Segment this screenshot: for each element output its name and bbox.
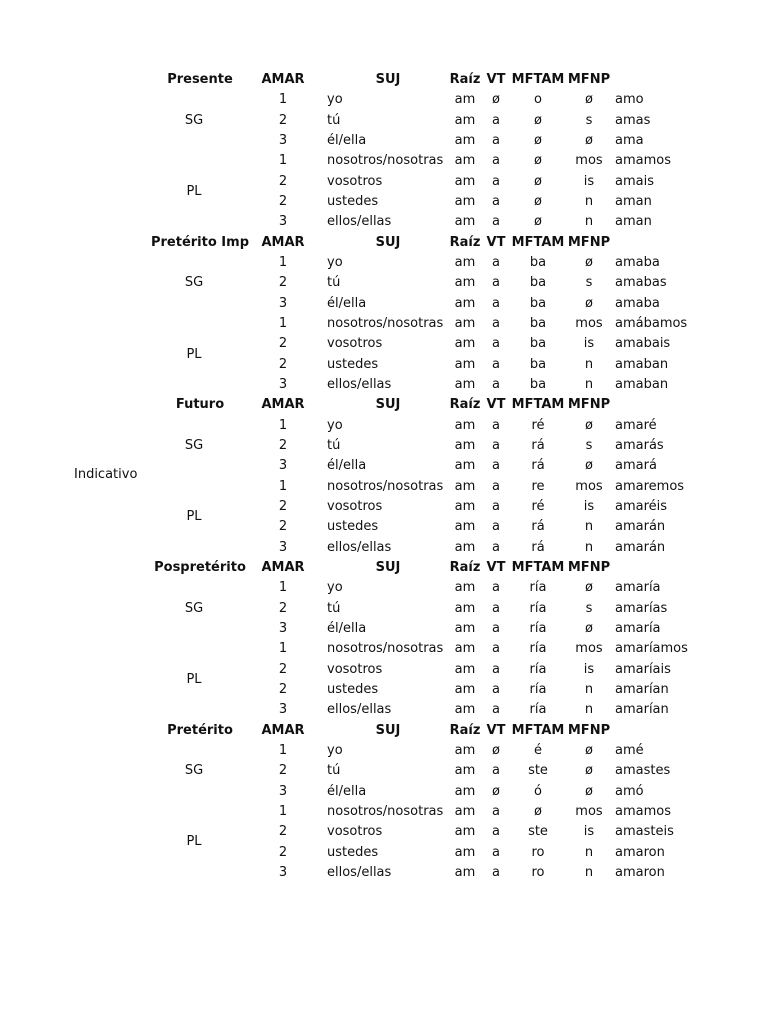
row-vt: a xyxy=(492,275,500,291)
number-label-pl: PL xyxy=(186,671,202,687)
row-form: amabais xyxy=(615,336,671,352)
row-person: 1 xyxy=(278,417,288,433)
row-subject: yo xyxy=(327,92,343,108)
row-person: 3 xyxy=(278,376,288,392)
number-label-pl: PL xyxy=(186,834,202,850)
number-label-sg: SG xyxy=(184,600,204,616)
row-mftam: ø xyxy=(534,214,542,230)
row-form: amais xyxy=(615,173,654,189)
row-form: amaban xyxy=(615,356,669,372)
row-subject: él/ella xyxy=(327,295,367,311)
row-root: am xyxy=(454,133,476,148)
row-mftam: rá xyxy=(531,458,545,474)
row-mftam: ba xyxy=(529,316,547,331)
header-mftam: MFTAM xyxy=(511,234,565,250)
row-subject: nosotros/nosotras xyxy=(327,316,444,331)
row-form: amaba xyxy=(615,255,660,270)
row-mftam: ø xyxy=(534,133,542,148)
tense-title: Pretérito xyxy=(167,722,233,738)
row-mftam: ø xyxy=(534,173,542,189)
row-mfnp: n xyxy=(584,519,594,535)
header-vt: VT xyxy=(486,72,506,87)
row-root: am xyxy=(454,112,476,128)
row-root: am xyxy=(454,194,476,209)
row-mftam: ro xyxy=(531,844,545,860)
row-mftam: é xyxy=(534,742,542,758)
header-mfnp: MFNP xyxy=(567,722,611,738)
row-mftam: ro xyxy=(531,864,545,880)
header-mfnp: MFNP xyxy=(567,234,611,250)
row-person: 2 xyxy=(278,336,288,352)
row-root: am xyxy=(454,214,476,230)
header-vt: VT xyxy=(486,559,506,575)
row-root: am xyxy=(454,498,476,514)
row-mfnp: ø xyxy=(585,580,593,596)
row-person: 1 xyxy=(278,742,288,758)
row-root: am xyxy=(454,92,476,108)
row-mfnp: mos xyxy=(575,316,603,331)
mood-label: Indicativo xyxy=(74,467,138,482)
row-root: am xyxy=(454,295,476,311)
row-mfnp: n xyxy=(584,539,594,555)
header-subject: SUJ xyxy=(375,559,401,575)
header-mfnp: MFNP xyxy=(567,397,611,413)
row-mftam: rá xyxy=(531,539,545,555)
row-form: amaban xyxy=(615,376,669,392)
row-mfnp: n xyxy=(584,194,594,209)
header-mfnp: MFNP xyxy=(567,72,611,87)
row-person: 2 xyxy=(278,661,288,677)
row-vt: a xyxy=(492,295,500,311)
header-subject: SUJ xyxy=(375,722,401,738)
row-person: 2 xyxy=(278,824,288,840)
row-mfnp: ø xyxy=(585,458,593,474)
row-subject: yo xyxy=(327,417,343,433)
row-mfnp: n xyxy=(584,844,594,860)
number-label-pl: PL xyxy=(186,509,202,525)
row-mftam: ría xyxy=(529,600,547,616)
row-mfnp: is xyxy=(583,173,595,189)
row-vt: a xyxy=(492,316,500,331)
row-form: amaréis xyxy=(615,498,668,514)
row-subject: tú xyxy=(327,600,341,616)
row-form: amasteis xyxy=(615,824,674,840)
row-root: am xyxy=(454,316,476,331)
row-person: 3 xyxy=(278,458,288,474)
header-subject: SUJ xyxy=(375,234,401,250)
row-form: amabas xyxy=(615,275,667,291)
row-root: am xyxy=(454,336,476,352)
row-person: 3 xyxy=(278,133,288,148)
row-mfnp: ø xyxy=(585,417,593,433)
row-person: 2 xyxy=(278,275,288,291)
number-label-sg: SG xyxy=(184,275,204,291)
row-root: am xyxy=(454,437,476,453)
row-person: 1 xyxy=(278,803,288,819)
row-mftam: ré xyxy=(531,417,545,433)
row-mftam: ste xyxy=(528,824,548,840)
row-subject: ellos/ellas xyxy=(327,864,392,880)
row-vt: a xyxy=(492,133,500,148)
row-mftam: rá xyxy=(531,437,545,453)
row-root: am xyxy=(454,641,476,657)
row-subject: tú xyxy=(327,437,341,453)
row-mfnp: n xyxy=(584,681,594,697)
row-form: amastes xyxy=(615,763,671,779)
row-root: am xyxy=(454,681,476,697)
row-person: 2 xyxy=(278,519,288,535)
row-vt: a xyxy=(492,112,500,128)
row-form: amaron xyxy=(615,844,665,860)
row-root: am xyxy=(454,458,476,474)
row-vt: a xyxy=(492,600,500,616)
row-mftam: ría xyxy=(529,681,547,697)
row-vt: ø xyxy=(492,783,500,799)
row-mfnp: n xyxy=(584,376,594,392)
row-root: am xyxy=(454,153,476,169)
row-subject: ellos/ellas xyxy=(327,539,392,555)
row-vt: a xyxy=(492,864,500,880)
row-subject: ellos/ellas xyxy=(327,702,392,718)
row-person: 2 xyxy=(278,437,288,453)
row-subject: ustedes xyxy=(327,844,379,860)
row-vt: a xyxy=(492,214,500,230)
header-vt: VT xyxy=(486,722,506,738)
row-subject: ellos/ellas xyxy=(327,214,392,230)
header-vt: VT xyxy=(486,397,506,413)
row-form: amaba xyxy=(615,295,660,311)
row-form: amamos xyxy=(615,803,671,819)
row-mftam: ø xyxy=(534,112,542,128)
row-mfnp: is xyxy=(583,661,595,677)
row-root: am xyxy=(454,376,476,392)
row-person: 2 xyxy=(278,844,288,860)
row-subject: yo xyxy=(327,742,343,758)
row-subject: yo xyxy=(327,255,343,270)
header-mfnp: MFNP xyxy=(567,559,611,575)
row-root: am xyxy=(454,255,476,270)
row-vt: a xyxy=(492,661,500,677)
row-form: amaríamos xyxy=(615,641,688,657)
row-mfnp: s xyxy=(585,112,593,128)
row-subject: vosotros xyxy=(327,824,383,840)
row-subject: ustedes xyxy=(327,194,379,209)
header-root: Raíz xyxy=(449,559,481,575)
row-mfnp: mos xyxy=(575,153,603,169)
row-mftam: ría xyxy=(529,702,547,718)
row-mftam: ø xyxy=(534,153,542,169)
header-mftam: MFTAM xyxy=(511,397,565,413)
header-root: Raíz xyxy=(449,234,481,250)
row-mftam: ba xyxy=(529,336,547,352)
row-person: 2 xyxy=(278,763,288,779)
row-subject: nosotros/nosotras xyxy=(327,641,444,657)
row-mfnp: s xyxy=(585,600,593,616)
row-root: am xyxy=(454,824,476,840)
row-root: am xyxy=(454,864,476,880)
row-root: am xyxy=(454,275,476,291)
row-vt: a xyxy=(492,336,500,352)
header-root: Raíz xyxy=(449,397,481,413)
row-form: amarían xyxy=(615,681,669,697)
row-vt: ø xyxy=(492,742,500,758)
row-person: 3 xyxy=(278,620,288,636)
row-subject: tú xyxy=(327,112,341,128)
row-vt: a xyxy=(492,255,500,270)
number-label-sg: SG xyxy=(184,112,204,128)
row-root: am xyxy=(454,763,476,779)
row-subject: él/ella xyxy=(327,458,367,474)
row-form: amarás xyxy=(615,437,664,453)
row-root: am xyxy=(454,173,476,189)
row-mftam: re xyxy=(531,478,545,494)
row-form: ama xyxy=(615,133,644,148)
header-verb: AMAR xyxy=(261,722,305,738)
row-mfnp: mos xyxy=(575,803,603,819)
header-root: Raíz xyxy=(449,72,481,87)
row-vt: a xyxy=(492,458,500,474)
row-vt: a xyxy=(492,803,500,819)
row-root: am xyxy=(454,783,476,799)
header-vt: VT xyxy=(486,234,506,250)
row-mftam: ba xyxy=(529,356,547,372)
row-form: amábamos xyxy=(615,316,688,331)
row-mfnp: ø xyxy=(585,620,593,636)
row-subject: él/ella xyxy=(327,133,367,148)
row-vt: a xyxy=(492,763,500,779)
row-root: am xyxy=(454,844,476,860)
row-vt: a xyxy=(492,356,500,372)
row-subject: nosotros/nosotras xyxy=(327,478,444,494)
row-root: am xyxy=(454,539,476,555)
row-subject: nosotros/nosotras xyxy=(327,803,444,819)
row-form: amará xyxy=(615,458,657,474)
row-form: amamos xyxy=(615,153,671,169)
header-mftam: MFTAM xyxy=(511,722,565,738)
row-root: am xyxy=(454,702,476,718)
row-mftam: ba xyxy=(529,376,547,392)
row-form: amo xyxy=(615,92,644,108)
row-mftam: rá xyxy=(531,519,545,535)
row-mftam: ría xyxy=(529,661,547,677)
row-person: 2 xyxy=(278,681,288,697)
row-mfnp: ø xyxy=(585,783,593,799)
header-subject: SUJ xyxy=(375,397,401,413)
tense-title: Pretérito Imp xyxy=(150,234,249,250)
row-mftam: ba xyxy=(529,275,547,291)
row-mfnp: ø xyxy=(585,92,593,108)
row-person: 1 xyxy=(278,316,288,331)
row-subject: tú xyxy=(327,763,341,779)
header-verb: AMAR xyxy=(261,72,305,87)
row-root: am xyxy=(454,620,476,636)
row-person: 1 xyxy=(278,255,288,270)
row-mfnp: mos xyxy=(575,478,603,494)
row-vt: a xyxy=(492,173,500,189)
row-form: amarías xyxy=(615,600,668,616)
row-subject: nosotros/nosotras xyxy=(327,153,444,169)
row-person: 1 xyxy=(278,92,288,108)
row-person: 1 xyxy=(278,478,288,494)
row-root: am xyxy=(454,417,476,433)
row-subject: vosotros xyxy=(327,336,383,352)
row-mftam: o xyxy=(534,92,542,108)
row-subject: ustedes xyxy=(327,356,379,372)
row-subject: tú xyxy=(327,275,341,291)
tense-title: Presente xyxy=(167,72,233,87)
row-mfnp: is xyxy=(583,824,595,840)
number-label-sg: SG xyxy=(184,763,204,779)
header-root: Raíz xyxy=(449,722,481,738)
header-verb: AMAR xyxy=(261,234,305,250)
row-person: 3 xyxy=(278,214,288,230)
row-mfnp: is xyxy=(583,336,595,352)
row-person: 3 xyxy=(278,783,288,799)
row-root: am xyxy=(454,356,476,372)
row-vt: a xyxy=(492,641,500,657)
row-mftam: ría xyxy=(529,580,547,596)
row-vt: a xyxy=(492,153,500,169)
row-root: am xyxy=(454,742,476,758)
row-vt: a xyxy=(492,498,500,514)
row-subject: vosotros xyxy=(327,173,383,189)
header-subject: SUJ xyxy=(375,72,401,87)
number-label-sg: SG xyxy=(184,437,204,453)
row-vt: a xyxy=(492,539,500,555)
row-vt: a xyxy=(492,437,500,453)
row-mfnp: ø xyxy=(585,255,593,270)
row-form: aman xyxy=(615,194,652,209)
row-form: amaré xyxy=(615,417,657,433)
row-mftam: ø xyxy=(534,803,542,819)
row-subject: ustedes xyxy=(327,519,379,535)
header-verb: AMAR xyxy=(261,397,305,413)
row-vt: ø xyxy=(492,92,500,108)
row-person: 3 xyxy=(278,295,288,311)
number-label-pl: PL xyxy=(186,183,202,199)
row-mfnp: mos xyxy=(575,641,603,657)
row-mfnp: ø xyxy=(585,133,593,148)
row-vt: a xyxy=(492,194,500,209)
row-vt: a xyxy=(492,844,500,860)
row-form: amaría xyxy=(615,620,661,636)
row-vt: a xyxy=(492,681,500,697)
row-person: 3 xyxy=(278,702,288,718)
row-vt: a xyxy=(492,824,500,840)
row-vt: a xyxy=(492,519,500,535)
row-mftam: ba xyxy=(529,255,547,270)
row-mfnp: n xyxy=(584,864,594,880)
tense-title: Pospretérito xyxy=(154,559,246,575)
row-form: amó xyxy=(615,783,644,799)
row-vt: a xyxy=(492,376,500,392)
row-mfnp: ø xyxy=(585,763,593,779)
row-form: amarán xyxy=(615,519,666,535)
row-subject: yo xyxy=(327,580,343,596)
row-mfnp: ø xyxy=(585,742,593,758)
row-form: amaríais xyxy=(615,661,671,677)
row-mfnp: n xyxy=(584,356,594,372)
row-subject: él/ella xyxy=(327,620,367,636)
row-mftam: ø xyxy=(534,194,542,209)
row-vt: a xyxy=(492,620,500,636)
row-form: amaron xyxy=(615,864,665,880)
row-form: amarían xyxy=(615,702,669,718)
row-vt: a xyxy=(492,702,500,718)
row-mftam: ste xyxy=(528,763,548,779)
row-person: 2 xyxy=(278,498,288,514)
row-person: 1 xyxy=(278,580,288,596)
row-person: 2 xyxy=(278,112,288,128)
row-subject: ustedes xyxy=(327,681,379,697)
row-form: amarán xyxy=(615,539,666,555)
row-form: amaremos xyxy=(615,478,685,494)
row-person: 2 xyxy=(278,194,288,209)
row-person: 2 xyxy=(278,173,288,189)
row-subject: vosotros xyxy=(327,661,383,677)
row-form: amé xyxy=(615,742,644,758)
row-mfnp: s xyxy=(585,437,593,453)
row-form: amas xyxy=(615,112,651,128)
row-mftam: ría xyxy=(529,641,547,657)
row-person: 2 xyxy=(278,600,288,616)
row-subject: vosotros xyxy=(327,498,383,514)
row-form: amaría xyxy=(615,580,661,596)
row-root: am xyxy=(454,661,476,677)
row-mfnp: is xyxy=(583,498,595,514)
row-root: am xyxy=(454,803,476,819)
row-mftam: ría xyxy=(529,620,547,636)
number-label-pl: PL xyxy=(186,346,202,362)
row-mfnp: n xyxy=(584,702,594,718)
row-root: am xyxy=(454,580,476,596)
row-vt: a xyxy=(492,580,500,596)
row-mftam: ó xyxy=(534,783,542,799)
header-verb: AMAR xyxy=(261,559,305,575)
row-person: 1 xyxy=(278,153,288,169)
row-person: 3 xyxy=(278,864,288,880)
header-mftam: MFTAM xyxy=(511,72,565,87)
tense-title: Futuro xyxy=(175,397,225,413)
row-mftam: ré xyxy=(531,498,545,514)
header-mftam: MFTAM xyxy=(511,559,565,575)
row-person: 1 xyxy=(278,641,288,657)
row-form: aman xyxy=(615,214,652,230)
row-vt: a xyxy=(492,417,500,433)
row-root: am xyxy=(454,519,476,535)
row-person: 3 xyxy=(278,539,288,555)
row-mfnp: n xyxy=(584,214,594,230)
row-vt: a xyxy=(492,478,500,494)
row-subject: ellos/ellas xyxy=(327,376,392,392)
row-subject: él/ella xyxy=(327,783,367,799)
row-root: am xyxy=(454,478,476,494)
row-mfnp: s xyxy=(585,275,593,291)
row-person: 2 xyxy=(278,356,288,372)
row-root: am xyxy=(454,600,476,616)
row-mftam: ba xyxy=(529,295,547,311)
row-mfnp: ø xyxy=(585,295,593,311)
